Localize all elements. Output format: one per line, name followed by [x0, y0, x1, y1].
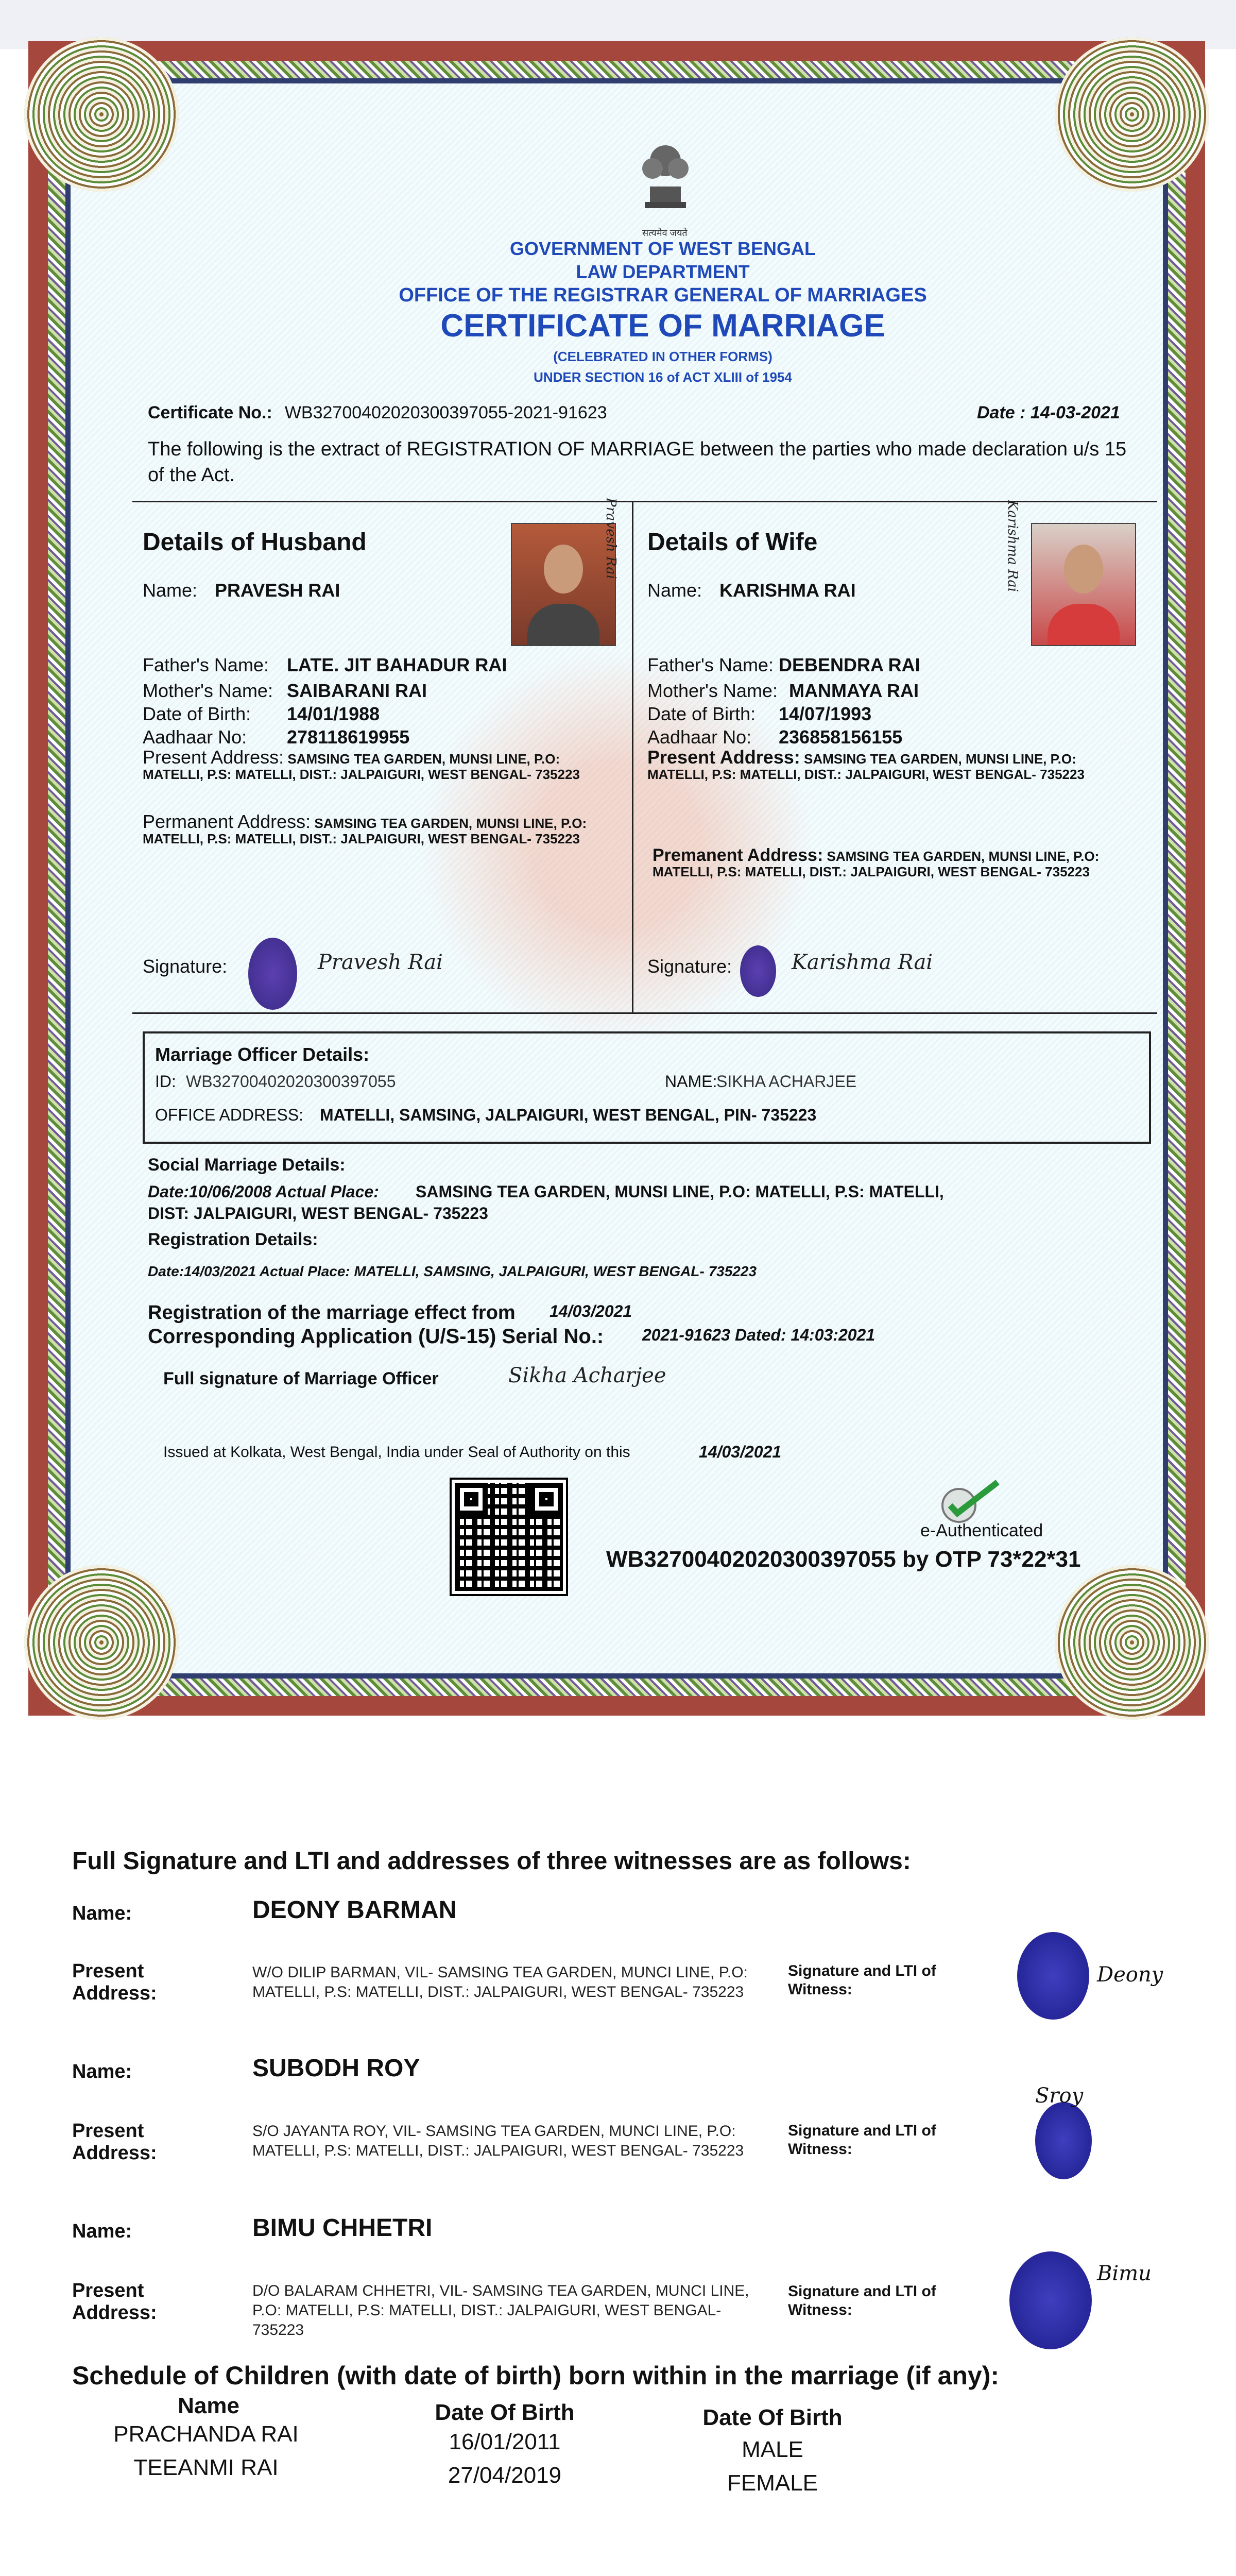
divider [632, 502, 633, 1012]
wife-mother-label: Mother's Name: [647, 680, 778, 701]
husband-name-label: Name: [143, 580, 198, 601]
effect-label: Registration of the marriage effect from [148, 1302, 516, 1324]
registration-title: Registration Details: [148, 1230, 318, 1249]
wife-dob: 14/07/1993 [779, 703, 872, 724]
emblem-caption: सत्यमेव जयते [642, 228, 688, 238]
wife-name-label: Name: [647, 580, 702, 601]
child-gender: MALE [742, 2437, 803, 2462]
thumbprint-icon [740, 945, 776, 997]
check-icon [936, 1477, 1003, 1523]
wife-dob-label: Date of Birth: [647, 703, 756, 724]
certificate [28, 41, 1205, 1716]
header-government: GOVERNMENT OF WEST BENGAL [510, 238, 816, 259]
officer-name-label: NAME: [665, 1072, 717, 1091]
certificate-number-value: WB32700402020300397055-2021-91623 [284, 403, 607, 422]
witness-name: BIMU CHHETRI [252, 2214, 433, 2242]
otp-reference: WB32700402020300397055 by OTP 73*22*31 [606, 1547, 1081, 1572]
header-department: LAW DEPARTMENT [576, 261, 750, 282]
emblem-icon [629, 130, 701, 233]
husband-present-label: Present Address: [143, 747, 284, 768]
child-name: PRACHANDA RAI [113, 2421, 299, 2447]
certificate-border [48, 61, 1186, 1696]
thumbprint-icon [1017, 1932, 1089, 2020]
witness-address-label: Present Address: [72, 1960, 157, 2004]
husband-photo-signature: Pravesh Rai [603, 498, 619, 579]
header-sub1: (CELEBRATED IN OTHER FORMS) [553, 349, 772, 364]
wife-signature: Karishma Rai [792, 951, 933, 974]
qr-code [452, 1480, 566, 1594]
wife-mother: MANMAYA RAI [789, 680, 919, 701]
children-col-name: Name [178, 2393, 239, 2418]
witness-signature-label: Signature and LTI of Witness: [788, 2283, 936, 2318]
husband-photo [511, 523, 616, 646]
husband-aadhaar-label: Aadhaar No: [143, 726, 247, 748]
witness-address: S/O JAYANTA ROY, VIL- SAMSING TEA GARDEN, MUNCI LINE, P.O: MATELLI, P.S: MATELLI, DIST.: JALPAIGURI, WEST BENGAL- 735223 [252, 2123, 744, 2159]
officer-signature: Sikha Acharjee [508, 1364, 666, 1387]
husband-signature-label: Signature: [143, 956, 228, 977]
certificate-paper [71, 83, 1163, 1673]
husband-permanent-label: Permanent Address: [143, 811, 311, 832]
witness-name-label: Name: [72, 1903, 132, 1924]
witness-address-label: Present Address: [72, 2280, 157, 2324]
husband-dob: 14/01/1988 [287, 703, 380, 724]
e-authenticated-label: e-Authenticated [920, 1521, 1043, 1540]
certificate-date: Date : 14-03-2021 [977, 403, 1120, 422]
husband-permanent-address [143, 811, 606, 846]
wife-present-address [647, 747, 1131, 782]
header-sub2: UNDER SECTION 16 of ACT XLIII of 1954 [534, 369, 792, 385]
husband-present-value: SAMSING TEA GARDEN, MUNSI LINE, P.O: MATELLI, P.S: MATELLI, DIST.: JALPAIGURI, WEST BENGAL- 735223 [143, 751, 580, 782]
children-title: Schedule of Children (with date of birth) born within in the marriage (if any): [72, 2361, 1000, 2390]
wife-present-value: SAMSING TEA GARDEN, MUNSI LINE, P.O: MATELLI, P.S: MATELLI, DIST.: JALPAIGURI, WEST BENGAL- 735223 [647, 751, 1085, 782]
thumbprint-icon [1035, 2102, 1092, 2179]
witness-signature: Deony [1097, 1963, 1163, 1987]
officer-name: SIKHA ACHARJEE [716, 1072, 857, 1091]
thumbprint-icon [1009, 2251, 1092, 2349]
effect-date: 14/03/2021 [550, 1302, 632, 1320]
wife-aadhaar-label: Aadhaar No: [647, 726, 752, 748]
wife-permanent-label: Premanent Address: [653, 845, 823, 865]
child-dob: 16/01/2011 [449, 2429, 561, 2454]
serial-label: Corresponding Application (U/S-15) Serial No.: [148, 1325, 604, 1348]
witnesses-title: Full Signature and LTI and addresses of three witnesses are as follows: [72, 1848, 911, 1875]
witness-name: DEONY BARMAN [252, 1896, 457, 1924]
wife-photo-signature: Karishma Rai [1005, 500, 1021, 592]
social-place-2: DIST: JALPAIGURI, WEST BENGAL- 735223 [148, 1204, 488, 1223]
thumbprint-icon [248, 938, 297, 1010]
husband-dob-label: Date of Birth: [143, 703, 251, 724]
certificate-number-label: Certificate No.: [148, 403, 272, 422]
wife-permanent-value: SAMSING TEA GARDEN, MUNSI LINE, P.O: MATELLI, P.S: MATELLI, DIST.: JALPAIGURI, WEST BENGAL- 735223 [653, 849, 1100, 879]
social-title: Social Marriage Details: [148, 1155, 346, 1175]
witness-signature-label: Signature and LTI of Witness: [788, 1962, 936, 1998]
social-place: SAMSING TEA GARDEN, MUNSI LINE, P.O: MATELLI, P.S: MATELLI, [416, 1182, 944, 1201]
children-col-dob-2: Date Of Birth [702, 2405, 843, 2430]
ornament-icon [24, 1565, 179, 1720]
issued-text: Issued at Kolkata, West Bengal, India under Seal of Authority on this [163, 1444, 630, 1461]
husband-father-label: Father's Name: [143, 654, 269, 675]
husband-mother: SAIBARANI RAI [287, 680, 427, 701]
officer-address: MATELLI, SAMSING, JALPAIGURI, WEST BENGAL, PIN- 735223 [320, 1106, 817, 1124]
witness-signature-label: Signature and LTI of Witness: [788, 2122, 936, 2158]
child-gender: FEMALE [727, 2470, 818, 2496]
witness-name-label: Name: [72, 2221, 132, 2242]
serial-dated: Dated: 14:03:2021 [735, 1326, 876, 1344]
wife-section-title: Details of Wife [647, 529, 818, 556]
witness-address-label: Present Address: [72, 2120, 157, 2164]
ornament-icon [24, 37, 179, 192]
ornament-icon [1055, 37, 1209, 192]
page-title: CERTIFICATE OF MARRIAGE [440, 308, 885, 344]
officer-box [143, 1031, 1151, 1144]
ornament-icon [1055, 1565, 1209, 1720]
husband-permanent-value: SAMSING TEA GARDEN, MUNSI LINE, P.O: MATELLI, P.S: MATELLI, DIST.: JALPAIGURI, WEST BENGAL- 735223 [143, 816, 587, 846]
witness-signature: Bimu [1097, 2262, 1152, 2285]
extract-text: The following is the extract of REGISTRATION OF MARRIAGE between the parties who made declaration u/s 15 of the Act. [148, 438, 1127, 486]
wife-father: DEBENDRA RAI [779, 654, 920, 675]
full-signature-label: Full signature of Marriage Officer [163, 1369, 439, 1388]
serial-value: 2021-91623 [642, 1326, 730, 1344]
social-date: Date:10/06/2008 Actual Place: [148, 1182, 379, 1201]
child-dob: 27/04/2019 [448, 2463, 562, 2488]
wife-aadhaar: 236858156155 [779, 726, 903, 748]
wife-photo [1031, 523, 1136, 646]
husband-signature: Pravesh Rai [318, 951, 443, 974]
header-office: OFFICE OF THE REGISTRAR GENERAL OF MARRIAGES [399, 284, 927, 306]
wife-signature-label: Signature: [647, 956, 732, 977]
officer-title: Marriage Officer Details: [155, 1044, 370, 1065]
witness-signature: Sroy [1035, 2084, 1084, 2108]
husband-section-title: Details of Husband [143, 529, 367, 556]
witness-name: SUBODH ROY [252, 2055, 420, 2082]
husband-present-address [143, 747, 606, 782]
witness-address: D/O BALARAM CHHETRI, VIL- SAMSING TEA GARDEN, MUNCI LINE, P.O: MATELLI, P.S: MATELLI, DIST.: JALPAIGURI, WEST BENGAL- 735223 [252, 2282, 749, 2338]
issued-date: 14/03/2021 [699, 1443, 782, 1461]
husband-name: PRAVESH RAI [215, 580, 340, 601]
children-col-dob: Date Of Birth [435, 2400, 575, 2425]
registration-details: Date:14/03/2021 Actual Place: MATELLI, SAMSING, JALPAIGURI, WEST BENGAL- 735223 [148, 1263, 757, 1279]
witness-address: W/O DILIP BARMAN, VIL- SAMSING TEA GARDEN, MUNCI LINE, P.O: MATELLI, P.S: MATELLI, DIST.: JALPAIGURI, WEST BENGAL- 735223 [252, 1964, 748, 2001]
certificate-number [148, 403, 607, 423]
party-details [132, 498, 1157, 1014]
child-name: TEEANMI RAI [133, 2455, 279, 2480]
officer-id-label: ID: [155, 1072, 176, 1091]
wife-name: KARISHMA RAI [719, 580, 856, 601]
witness-name-label: Name: [72, 2061, 132, 2082]
husband-aadhaar: 278118619955 [287, 726, 410, 748]
husband-mother-label: Mother's Name: [143, 680, 273, 701]
wife-present-label: Present Address: [647, 747, 800, 768]
officer-id: WB32700402020300397055 [186, 1072, 396, 1091]
wife-father-label: Father's Name: [647, 654, 774, 675]
officer-address-label: OFFICE ADDRESS: [155, 1106, 304, 1124]
husband-father: LATE. JIT BAHADUR RAI [287, 654, 507, 675]
wife-permanent-address [653, 845, 1137, 879]
